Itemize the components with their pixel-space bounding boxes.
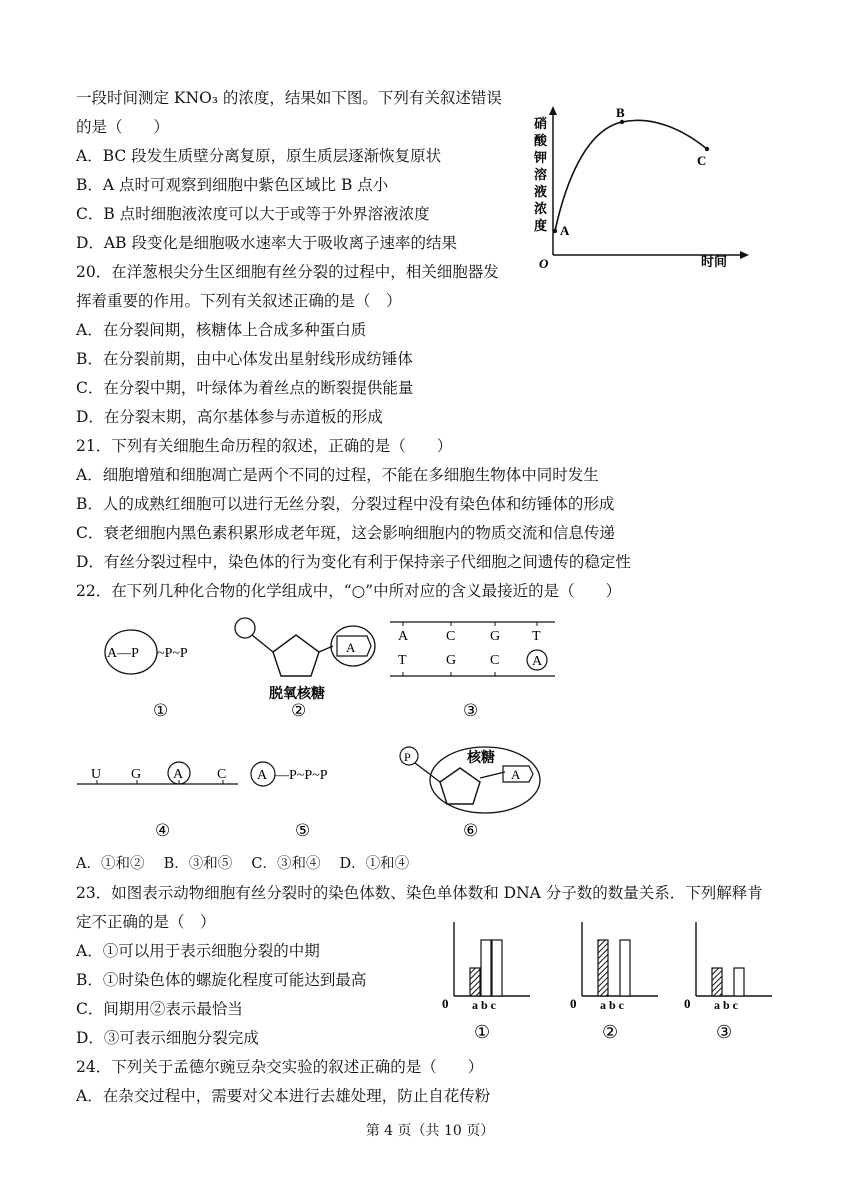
option-line: C．间期用②表示最恰当 <box>76 1000 243 1018</box>
rna-base: C <box>217 767 227 782</box>
point-a-label: A <box>560 223 570 238</box>
option-line: C．在分裂中期，叶绿体为着丝点的断裂提供能量 <box>76 379 414 397</box>
option-line: D．在分裂末期，高尔基体参与赤道板的形成 <box>76 408 383 426</box>
strand-top-base: A <box>398 629 409 644</box>
compound-diagrams-row1 <box>85 612 565 724</box>
compound1-core: A—P <box>107 646 139 661</box>
zero-label: 0 <box>684 996 691 1011</box>
bar-c <box>734 968 744 996</box>
bar-a <box>598 940 608 996</box>
option-line: C．衰老细胞内黑色素积累形成老年斑，这会影响细胞内的物质交流和信息传递 <box>76 524 615 542</box>
option-line: D．有丝分裂过程中，染色体的行为变化有利于保持亲子代细胞之间遗传的稳定性 <box>76 553 631 571</box>
point-c-label: C <box>697 153 707 168</box>
rna-base: A <box>173 767 184 782</box>
axis-label-char: 溶 <box>534 167 548 182</box>
label-3: ③ <box>463 701 479 720</box>
strand-bottom-base: A <box>532 654 543 669</box>
question-line: 挥着重要的作用。下列有关叙述正确的是（ ） <box>76 292 402 310</box>
compound6-sugar-label: 核糖 <box>467 751 495 766</box>
compound1-tail: ~P~P <box>157 646 188 661</box>
bar-a <box>470 968 480 996</box>
axis-label-char: 度 <box>534 218 548 233</box>
bar-charts-figure <box>440 918 775 1046</box>
option-line: D．③可表示细胞分裂完成 <box>76 1029 259 1047</box>
strand-bottom-base: G <box>446 653 457 668</box>
panel-number: ① <box>474 1022 491 1042</box>
compound6-phosphate: P <box>404 750 411 764</box>
zero-label: 0 <box>570 996 577 1011</box>
label-6: ⑥ <box>463 821 479 840</box>
option-line: A．①和② B．③和⑤ C．③和④ D．①和④ <box>76 856 410 872</box>
option-line: A．BC 段发生质壁分离复原，原生质层逐渐恢复原状 <box>76 147 442 165</box>
compound2-base: A <box>346 640 356 655</box>
option-line: B．A 点时可观察到细胞中紫色区域比 B 点小 <box>76 176 389 194</box>
abc-label: a b c <box>600 998 624 1012</box>
option-line: A．在分裂间期，核糖体上合成多种蛋白质 <box>76 321 367 339</box>
axis-label-char: 硝 <box>534 116 548 131</box>
axis-label-char: 液 <box>534 184 548 199</box>
bar-panel <box>684 922 772 1042</box>
compound6-base: A <box>511 767 521 782</box>
axis-label-char: 酸 <box>534 133 548 148</box>
bar-a <box>712 968 722 996</box>
option-line: C．B 点时细胞液浓度可以大于或等于外界溶液浓度 <box>76 205 430 223</box>
concentration-curve-figure <box>525 105 750 270</box>
rna-base: U <box>91 767 102 782</box>
option-line: D．AB 段变化是细胞吸水速率大于吸收离子速率的结果 <box>76 234 457 252</box>
option-line: A．细胞增殖和细胞凋亡是两个不同的过程，不能在多细胞生物体中同时发生 <box>76 466 599 484</box>
panel-number: ③ <box>716 1022 733 1042</box>
label-2: ② <box>291 701 307 720</box>
question-line: 23．如图表示动物细胞有丝分裂时的染色体数、染色单体数和 DNA 分子数的数量关系．下列解释肯 <box>76 884 763 902</box>
option-line: B．在分裂前期，由中心体发出星射线形成纺锤体 <box>76 350 413 368</box>
origin-label: O <box>539 256 549 270</box>
panel-number: ② <box>602 1022 619 1042</box>
option-line: A．①可以用于表示细胞分裂的中期 <box>76 942 320 960</box>
bar-c <box>492 940 502 996</box>
axis-label-char: 钾 <box>534 150 548 165</box>
compound5-base: A <box>257 768 268 783</box>
rna-base: G <box>131 767 142 782</box>
compound2-sugar-label: 脱氧核糖 <box>269 687 325 702</box>
option-line: B．人的成熟红细胞可以进行无丝分裂，分裂过程中没有染色体和纺锤体的形成 <box>76 495 615 513</box>
page-footer: 第 4 页（共 10 页） <box>365 1123 495 1139</box>
label-4: ④ <box>155 821 171 840</box>
compound-diagrams-row2 <box>75 738 565 843</box>
abc-label: a b c <box>714 998 738 1012</box>
text-line: 一段时间测定 KNO₃ 的浓度，结果如下图。下列有关叙述错误 <box>76 89 502 107</box>
option-line: B．①时染色体的螺旋化程度可能达到最高 <box>76 971 367 989</box>
bar-b <box>481 940 491 996</box>
bar-c <box>620 940 630 996</box>
strand-top-base: T <box>532 629 541 644</box>
text-line: 的是（ ） <box>76 118 170 136</box>
abc-label: a b c <box>472 998 496 1012</box>
axis-label-char: 浓 <box>534 201 548 216</box>
strand-top-base: C <box>446 629 456 644</box>
option-line: A．在杂交过程中，需要对父本进行去雄处理，防止自花传粉 <box>76 1087 491 1105</box>
compound5-tail: —P~P~P <box>275 768 328 783</box>
label-5: ⑤ <box>295 821 311 840</box>
question-line: 21．下列有关细胞生命历程的叙述，正确的是（ ） <box>76 437 453 455</box>
point-b-label: B <box>616 105 625 120</box>
question-line: 24．下列关于孟德尔豌豆杂交实验的叙述正确的是（ ） <box>76 1058 484 1076</box>
x-axis-label: 时间 <box>701 254 728 269</box>
strand-bottom-base: C <box>490 653 500 668</box>
bar-panel <box>570 922 658 1042</box>
question-line: 22．在下列几种化合物的化学组成中，“○”中所对应的含义最接近的是（ ） <box>76 582 622 600</box>
bar-panel <box>442 922 530 1042</box>
strand-bottom-base: T <box>398 653 407 668</box>
question-line: 定不正确的是（ ） <box>76 913 216 931</box>
strand-top-base: G <box>490 629 501 644</box>
zero-label: 0 <box>442 996 449 1011</box>
label-1: ① <box>153 701 169 720</box>
question-line: 20．在洋葱根尖分生区细胞有丝分裂的过程中，相关细胞器发 <box>76 263 499 281</box>
